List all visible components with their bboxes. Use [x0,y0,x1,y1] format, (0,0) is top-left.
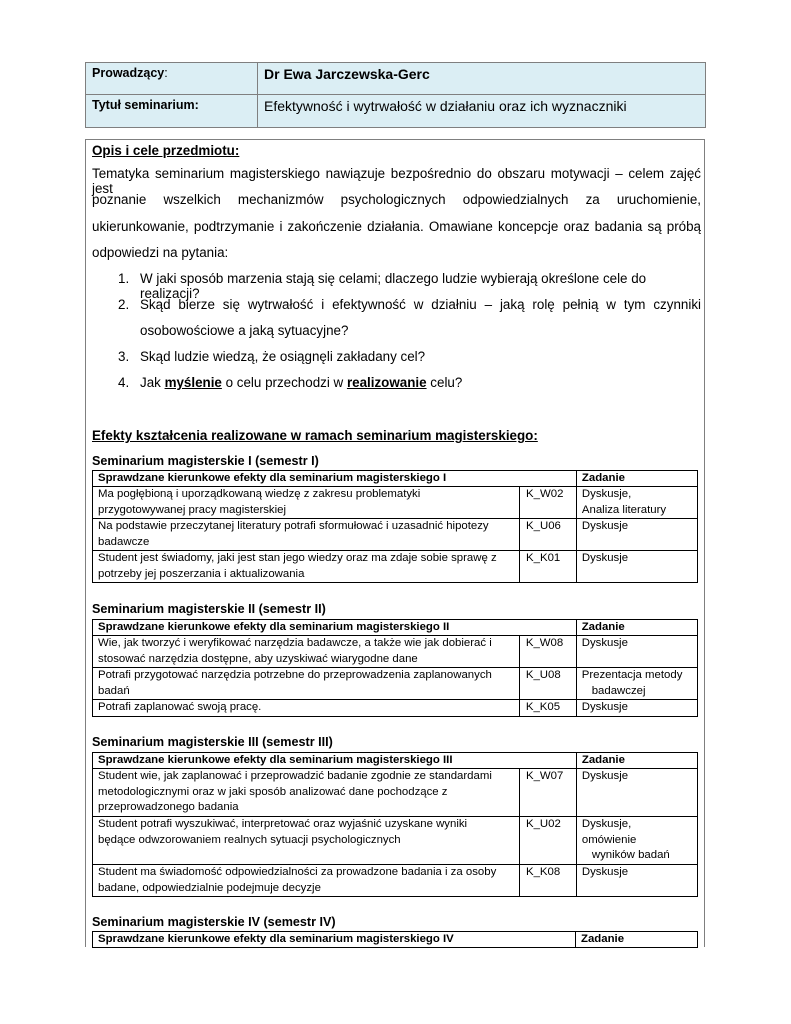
table-header-row [93,620,698,636]
effect-cell [93,700,520,717]
task-line: Dyskusje [581,866,629,878]
description-heading: Opis i cele przedmiotu: [92,143,240,158]
code-cell: K_K08 [520,865,577,897]
effect-cell [93,668,520,700]
code-cell: K_U02 [520,817,577,865]
effect-line: przygotowywanej pracy magisterskiej [98,503,287,516]
effect-line: Potrafi zaplanować swoją pracę. [98,701,262,713]
table-row [93,700,698,717]
question-text [140,375,701,390]
column-header-task: Zadanie [576,932,698,948]
title-row [86,95,706,128]
seminar-4-title: Seminarium magisterskie IV (semestr IV) [92,915,336,929]
question-text-line-1: Skąd bierze się wytrwałość i efektywność w działniu – jaką rolę pełnią w tym czynniki [140,297,701,312]
effect-cell [93,769,520,817]
description-line-4: odpowiedzi na pytania: [92,245,229,260]
effect-line: Student ma świadomość odpowiedzialności za prowadzone badania i za osoby [98,866,497,878]
seminar-title-label: Tytuł seminarium: [86,95,258,128]
task-cell [576,636,697,668]
table-row [93,551,698,583]
effect-line: potrzeby jej poszerzania i aktualizowania [98,567,305,580]
header-table [85,62,706,128]
question-suffix: celu? [426,375,463,390]
effect-line: będące odwzorowaniem realnych sytuacji psychologicznych [98,833,401,846]
seminar-1-title: Seminarium magisterskie I (semestr I) [92,454,319,468]
task-cell [576,551,697,583]
effect-line: Student potrafi wyszukiwać, interpretować oraz wyjaśnić uzyskane wyniki [98,818,468,830]
table-row [93,519,698,551]
effect-line: Potrafi przygotować narzędzia potrzebne do przeprowadzenia zaplanowanych [98,669,492,681]
effect-cell [93,817,520,865]
question-middle: o celu przechodzi w [221,375,347,390]
question-number: 1. [118,271,130,286]
question-prefix: Jak [140,375,165,390]
task-line: wyników badań [591,849,670,861]
column-header-task: Zadanie [576,620,697,636]
task-line: Dyskusje, [581,488,632,500]
task-cell [576,769,697,817]
keyword-thinking: myślenie [164,375,222,390]
effect-line: Student jest świadomy, jaki jest stan jego wiedzy oraz ma zdaje sobie sprawę z [98,552,497,564]
effect-cell [93,487,520,519]
table-header-row [93,471,698,487]
effect-line: badawcze [98,535,150,548]
task-cell [576,817,697,865]
code-cell: K_W08 [519,636,576,668]
task-line: Dyskusje, [581,818,632,830]
task-line: Dyskusje [581,770,629,782]
question-text: W jaki sposób marzenia stają się celami; dlaczego ludzie wybierają określone cele do realizacji? [140,271,647,301]
task-line: badawczej [591,684,646,697]
task-line: Dyskusje [581,701,628,713]
task-cell [576,519,697,551]
lecturer-row [86,63,706,95]
lecturer-value: Dr Ewa Jarczewska-Gerc [258,63,706,95]
task-cell [576,865,697,897]
question-number: 3. [118,349,130,364]
effect-line: badane, odpowiedzialnie podejmuje decyzje [98,881,321,894]
description-line-1: Tematyka seminarium magisterskiego nawiązuje bezpośrednio do obszaru motywacji – celem zajęć jest [92,166,701,196]
effect-cell [93,865,520,897]
seminar-title-value: Efektywność i wytrwałość w działaniu oraz ich wyznaczniki [258,95,706,128]
task-cell [576,487,697,519]
column-header-task: Zadanie [576,471,697,487]
table-row [93,769,698,817]
lecturer-colon: : [164,66,168,80]
table-row [93,817,698,865]
effect-line: badań [98,684,130,697]
task-line: Dyskusje [581,520,629,532]
seminar-4-table [92,931,698,948]
task-line: Analiza literatury [581,503,667,516]
column-header-effects: Sprawdzane kierunkowe efekty dla seminarium magisterskiego III [93,753,577,769]
effect-cell [93,519,520,551]
effect-line: Na podstawie przeczytanej literatury potrafi sformułować i uzasadnić hipotezy [98,520,489,532]
table-row [93,668,698,700]
code-cell: K_K05 [519,700,576,717]
task-cell [576,668,697,700]
seminar-2-table [92,619,698,717]
seminar-1-table [92,470,698,583]
table-header-row [93,932,698,948]
question-number: 4. [118,375,130,390]
description-line-3: ukierunkowanie, podtrzymanie i zakończenie działania. Omawiane koncepcje oraz badania są próbą [92,219,701,234]
keyword-realizing: realizowanie [346,375,427,390]
effect-cell [93,551,520,583]
question-text-line-2: osobowościowe a jaką sytuacyjne? [140,323,349,338]
effect-line: Student wie, jak zaplanować i przeprowadzić badanie zgodnie ze standardami [98,770,492,782]
column-header-task: Zadanie [576,753,697,769]
table-row [93,636,698,668]
task-line: Prezentacja metody [581,669,683,681]
column-header-effects: Sprawdzane kierunkowe efekty dla seminarium magisterskiego IV [93,932,576,948]
effect-line: przeprowadzonego badania [98,801,239,813]
code-cell: K_K01 [520,551,577,583]
seminar-3-title: Seminarium magisterskie III (semestr III) [92,735,333,749]
effect-line: metodologicznymi oraz w jaki sposób analizować dane pochodzące z [98,785,448,798]
effect-line: Wie, jak tworzyć i weryfikować narzędzia badawcze, a także wie jak dobierać i [98,637,492,649]
seminar-3-table [92,752,698,897]
description-line-2: poznanie wszelkich mechanizmów psychologicznych odpowiedzialnych za uruchomienie, [92,192,701,207]
task-line: Dyskusje [581,552,629,564]
question-text: Skąd ludzie wiedzą, że osiągnęli zakładany cel? [140,349,426,364]
code-cell: K_U08 [519,668,576,700]
question-number: 2. [118,297,130,312]
column-header-effects: Sprawdzane kierunkowe efekty dla seminarium magisterskiego II [93,620,577,636]
effect-cell [93,636,520,668]
column-header-effects: Sprawdzane kierunkowe efekty dla seminarium magisterskiego I [93,471,577,487]
seminar-2-title: Seminarium magisterskie II (semestr II) [92,602,326,616]
effects-heading: Efekty kształcenia realizowane w ramach seminarium magisterskiego: [92,428,538,443]
effect-line: stosować narzędzia dostępne, aby uzyskiwać wiarygodne dane [98,652,418,665]
effect-line: Ma pogłębioną i uporządkowaną wiedzę z zakresu problematyki [98,488,421,500]
table-header-row [93,753,698,769]
lecturer-label: Prowadzący [92,66,165,80]
code-cell: K_W02 [520,487,577,519]
code-cell: K_W07 [520,769,577,817]
lecturer-label-cell [86,63,258,95]
code-cell: K_U06 [520,519,577,551]
task-line: Dyskusje [581,637,628,649]
course-description-box [85,139,705,947]
table-row [93,865,698,897]
task-cell [576,700,697,717]
table-row [93,487,698,519]
task-line: omówienie [581,833,637,846]
